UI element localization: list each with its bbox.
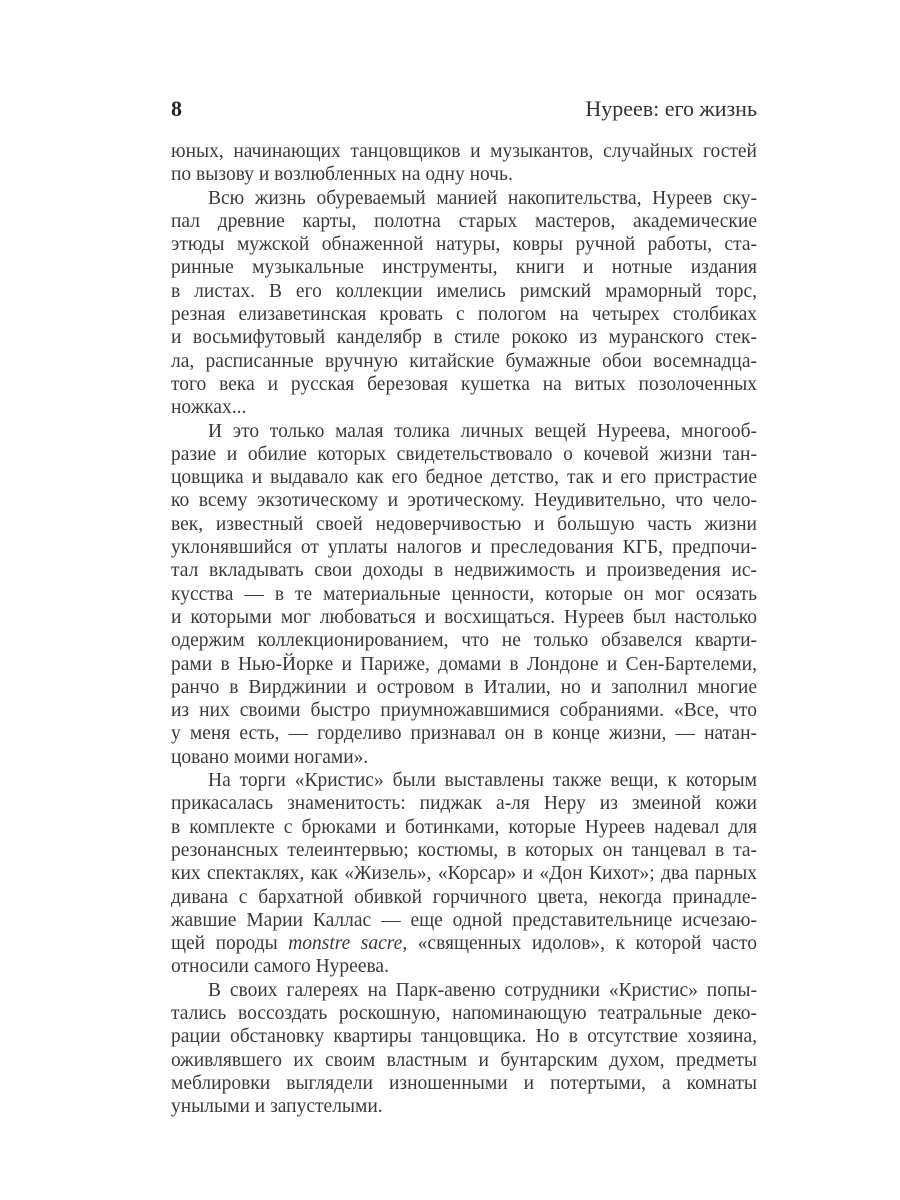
text-line: ножках...	[171, 397, 247, 419]
page-header	[171, 96, 757, 126]
paragraph	[171, 979, 757, 1119]
text-line: Всю жизнь обуреваемый манией накопительства, Нуреев ску-	[208, 187, 757, 209]
text-line: рами в Нью-Йорке и Париже, домами в Лондоне и Сен-Бартелеми,	[171, 653, 757, 675]
text-line: жавшие Марии Каллас — еще одной представительнице исчезаю-	[171, 909, 757, 931]
text-line	[171, 932, 757, 955]
text-line: резонансных телеинтервью; костюмы, в которых он танцевал в та-	[171, 839, 757, 861]
text-line: век, известный своей недоверчивостью и большую часть жизни	[171, 513, 757, 535]
text-line: и которыми мог любоваться и восхищаться. Нуреев был настолько	[171, 606, 757, 628]
text-line: разие и обилие которых свидетельствовало о кочевой жизни тан-	[171, 443, 757, 465]
text-line: кусства — в те материальные ценности, которые он мог осязать	[171, 583, 757, 605]
text-line: оживлявшего их своим властным и бунтарским духом, предметы	[171, 1049, 757, 1071]
text-line: относили самого Нуреева.	[171, 956, 389, 978]
text-line: уклонявшийся от уплаты налогов и преследования КГБ, предпочи-	[171, 537, 757, 559]
page-number: 8	[171, 96, 182, 121]
text-segment: , «священных идолов», к которой часто	[402, 933, 757, 955]
text-line: пал древние карты, полотна старых мастеров, академические	[171, 210, 757, 232]
text-line: и восьмифутовый канделябр в стиле рококо из муранского стек-	[171, 327, 757, 349]
text-line: ла, расписанные вручную китайские бумажные обои восемнадца-	[171, 350, 757, 372]
text-line: цовщика и выдавало как его бедное детство, так и его пристрастие	[171, 467, 757, 489]
text-line: На торги «Кристис» были выставлены также вещи, к которым	[208, 770, 757, 792]
text-line: дивана с бархатной обивкой горчичного цвета, некогда принадле-	[171, 886, 757, 908]
text-line: цовано моими ногами».	[171, 746, 369, 768]
text-line: по вызову и возлюбленных на одну ночь.	[171, 164, 513, 186]
text-line: ринные музыкальные инструменты, книги и нотные издания	[171, 257, 757, 279]
text-line: ко всему экзотическому и эротическому. Неудивительно, что чело-	[171, 490, 757, 512]
text-line: из них своими быстро приумножавшимися собраниями. «Все, что	[171, 700, 757, 722]
text-line: этюды мужской обнаженной натуры, ковры ручной работы, ста-	[171, 234, 757, 256]
paragraph	[171, 769, 757, 979]
text-line: прикасалась знаменитость: пиджак а-ля Неру из змеиной кожи	[171, 793, 757, 815]
text-line: одержим коллекционированием, что не только обзавелся кварти-	[171, 630, 757, 652]
paragraph	[171, 420, 757, 769]
text-line: ких спектаклях, как «Жизель», «Корсар» и «Дон Кихот»; два парных	[171, 863, 757, 885]
text-line: резная елизаветинская кровать с пологом на четырех столбиках	[171, 304, 757, 326]
text-line: рации обстановку квартиры танцовщика. Но в отсутствие хозяина,	[171, 1026, 757, 1048]
text-line: И это только малая толика личных вещей Нуреева, многооб-	[208, 420, 757, 442]
italic-phrase: monstre sacre	[288, 933, 403, 955]
text-line: у меня есть, — горделиво признавал он в конце жизни, — натан-	[171, 723, 757, 745]
text-line: меблировки выглядели изношенными и потертыми, а комнаты	[171, 1072, 757, 1094]
paragraph	[171, 140, 757, 187]
text-line: В своих галереях на Парк-авеню сотрудники «Кристис» попы-	[208, 979, 757, 1001]
paragraph	[171, 187, 757, 420]
text-line: тал вкладывать свои доходы в недвижимость и произведения ис-	[171, 560, 757, 582]
text-line: ранчо в Вирджинии и островом в Италии, но и заполнил многие	[171, 676, 757, 698]
text-line: тались воссоздать роскошную, напоминающую театральные деко-	[171, 1002, 757, 1024]
text-line: унылыми и запустелыми.	[171, 1096, 383, 1118]
text-line: юных, начинающих танцовщиков и музыкантов, случайных гостей	[171, 141, 757, 162]
text-line: в листах. В его коллекции имелись римский мраморный торс,	[171, 280, 757, 302]
running-title: Нуреев: его жизнь	[585, 96, 757, 121]
body-text	[171, 140, 757, 1118]
text-segment: щей породы	[171, 933, 289, 955]
text-line: в комплекте с брюками и ботинками, которые Нуреев надевал для	[171, 816, 757, 838]
text-line: того века и русская березовая кушетка на витых позолоченных	[171, 373, 757, 395]
